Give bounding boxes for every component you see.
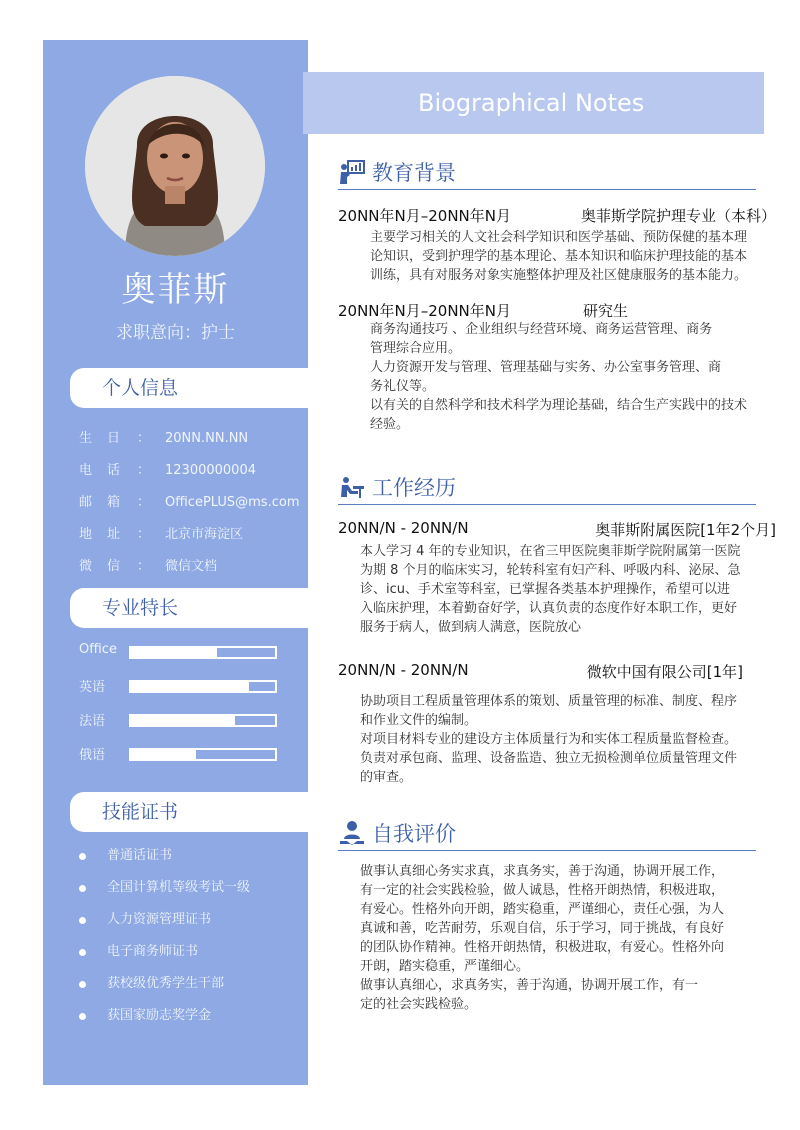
certificate-item: [79, 904, 304, 936]
text-line: 人力资源开发与管理、管理基础与实务、办公室事务管理、商: [370, 360, 722, 375]
work-entry-org: 微软中国有限公司[1年]: [586, 663, 743, 681]
profile-photo: [85, 76, 265, 256]
work-entry-header: [338, 661, 743, 682]
skill-row: [79, 744, 289, 778]
self-eval-text: [360, 862, 760, 1014]
education-entry-header: [338, 205, 776, 226]
work-entry-header: [338, 519, 776, 540]
bullet-icon: [79, 885, 86, 892]
person-award-icon: [338, 819, 366, 847]
info-colon: ：: [137, 495, 151, 510]
text-line: 做事认真细心务实求真，求真务实，善于沟通，协调开展工作，: [360, 864, 725, 879]
skill-bar: [129, 680, 277, 693]
education-title: 教育背景: [372, 161, 456, 185]
education-entry-date: 20NN年N月–20NN年N月: [338, 207, 511, 225]
info-colon: ：: [137, 559, 151, 574]
text-line: 服务于病人，做到病人满意，医院放心: [360, 620, 582, 635]
portrait-image: [85, 76, 265, 256]
certificate-label: 获校级优秀学生干部: [107, 976, 225, 991]
text-line: 诊、icu、手术室等科室，已掌握各类基本护理操作，希望可以进: [360, 582, 730, 597]
bullet-icon: [79, 981, 86, 988]
info-row: [79, 551, 304, 583]
work-entry-text: [360, 692, 765, 787]
info-colon: ：: [137, 463, 151, 478]
sidebar: [43, 40, 308, 1085]
education-entry-org: 奥菲斯学院护理专业（本科）: [580, 207, 776, 225]
info-row: [79, 423, 304, 455]
education-entry-org: 研究生: [582, 302, 628, 320]
skill-bar-fill: [131, 682, 249, 691]
skill-bar: [129, 646, 277, 659]
text-line: 对项目材料专业的建设方主体质量行为和实体工程质量监督检查。: [360, 732, 738, 747]
self-eval-section-title: [338, 816, 756, 851]
info-value: OfficePLUS@ms.com: [165, 495, 300, 510]
info-colon: ：: [137, 431, 151, 446]
text-line: 和作业文件的编制。: [360, 713, 478, 728]
personal-info-list: [79, 423, 304, 583]
text-line: 以有关的自然科学和技术科学为理论基础，结合生产实践中的技术: [370, 398, 748, 413]
info-key: 微 信: [79, 559, 122, 574]
skill-bar-fill: [131, 716, 235, 725]
skill-bar-fill: [131, 750, 196, 759]
personal-info-heading: 个人信息: [70, 368, 308, 408]
skill-row: [79, 710, 289, 744]
certificates-heading: 技能证书: [70, 792, 308, 832]
info-key: 地 址: [79, 527, 122, 542]
skill-label: 法语: [79, 714, 106, 729]
bullet-icon: [79, 917, 86, 924]
work-section-title: [338, 470, 756, 505]
certificate-item: [79, 1000, 304, 1032]
work-entry-text: [360, 542, 765, 637]
info-key: 邮 箱: [79, 495, 122, 510]
education-entry-date: 20NN年N月–20NN年N月: [338, 302, 511, 320]
info-value: 微信文档: [165, 559, 218, 574]
text-line: 定的社会实践检验。: [360, 997, 478, 1012]
certificate-label: 人力资源管理证书: [107, 912, 212, 927]
text-line: 本人学习 4 年的专业知识，在省三甲医院奥菲斯学院附属第一医院: [360, 544, 741, 559]
info-value: 北京市海淀区: [165, 527, 244, 542]
text-line: 务礼仪等。: [370, 379, 436, 394]
bullet-icon: [79, 1013, 86, 1020]
skill-label: 俄语: [79, 748, 106, 763]
education-entry-text: [370, 320, 775, 434]
text-line: 管理综合应用。: [370, 341, 462, 356]
candidate-name: 奥菲斯: [121, 270, 230, 310]
skill-row: [79, 676, 289, 710]
text-line: 负责对承包商、监理、设备监造、独立无损检测单位质量管理文件: [360, 751, 738, 766]
work-title: 工作经历: [372, 476, 456, 500]
text-line: 论知识，受到护理学的基本理论、基本知识和临床护理技能的基本: [370, 249, 748, 264]
teacher-icon: [338, 158, 366, 186]
text-line: 为期 8 个月的临床实习，轮转科室有妇产科、呼吸内科、泌尿、急: [360, 563, 741, 578]
skill-bar: [129, 748, 277, 761]
self-eval-title: 自我评价: [372, 822, 456, 846]
text-line: 有爱心。性格外向开朗，踏实稳重，严谨细心，责任心强，为人: [360, 902, 725, 917]
text-line: 入临床护理，本着勤奋好学，认真负责的态度作好本职工作，更好: [360, 601, 738, 616]
work-entry-date: 20NN/N - 20NN/N: [338, 519, 469, 537]
text-line: 真诚和善，吃苦耐劳，乐观自信，乐于学习，同于挑战，有良好: [360, 921, 725, 936]
text-line: 的审查。: [360, 770, 413, 785]
text-line: 做事认真细心，求真务实，善于沟通，协调开展工作，有一: [360, 978, 699, 993]
text-line: 的团队协作精神。性格开朗热情，积极进取，有爱心。性格外向: [360, 940, 725, 955]
skill-bar: [129, 714, 277, 727]
info-value: 20NN.NN.NN: [165, 431, 249, 446]
info-value: 12300000004: [165, 463, 256, 478]
certificates-list: [79, 840, 304, 1032]
text-line: 开朗，踏实稳重，严谨细心。: [360, 959, 530, 974]
certificate-item: [79, 840, 304, 872]
text-line: 协助项目工程质量管理体系的策划、质量管理的标准、制度、程序: [360, 694, 738, 709]
text-line: 主要学习相关的人文社会科学知识和医学基础、预防保健的基本理: [370, 230, 748, 245]
skills-list: [79, 642, 289, 778]
certificate-item: [79, 936, 304, 968]
banner-title: Biographical Notes: [303, 72, 764, 134]
text-line: 经验。: [370, 417, 410, 432]
certificate-label: 电子商务师证书: [107, 944, 199, 959]
office-worker-icon: [338, 473, 366, 501]
info-key: 生 日: [79, 431, 122, 446]
text-line: 有一定的社会实践检验，做人诚恳，性格开朗热情，积极进取，: [360, 883, 725, 898]
certificate-label: 全国计算机等级考试一级: [107, 880, 251, 895]
info-row: [79, 487, 304, 519]
skill-label: Office: [79, 642, 117, 657]
skill-label: 英语: [79, 680, 106, 695]
text-line: 商务沟通技巧 、企业组织与经营环境、商务运营管理、商务: [370, 322, 713, 337]
skills-heading: 专业特长: [70, 588, 308, 628]
info-colon: ：: [137, 527, 151, 542]
certificate-item: [79, 968, 304, 1000]
education-section-title: [338, 155, 756, 190]
info-key: 电 话: [79, 463, 122, 478]
info-row: [79, 455, 304, 487]
info-row: [79, 519, 304, 551]
education-entry-text: [370, 228, 775, 285]
text-line: 训练，具有对服务对象实施整体护理及社区健康服务的基本能力。: [370, 268, 748, 283]
skill-row: [79, 642, 289, 676]
skill-bar-fill: [131, 648, 217, 657]
bullet-icon: [79, 949, 86, 956]
work-entry-date: 20NN/N - 20NN/N: [338, 661, 469, 679]
certificate-item: [79, 872, 304, 904]
education-entry-header: [338, 300, 628, 321]
work-entry-org: 奥菲斯附属医院[1年2个月]: [595, 521, 776, 539]
certificate-label: 普通话证书: [107, 848, 173, 863]
certificate-label: 获国家励志奖学金: [107, 1008, 212, 1023]
bullet-icon: [79, 853, 86, 860]
job-intent: 求职意向：护士: [116, 323, 235, 343]
